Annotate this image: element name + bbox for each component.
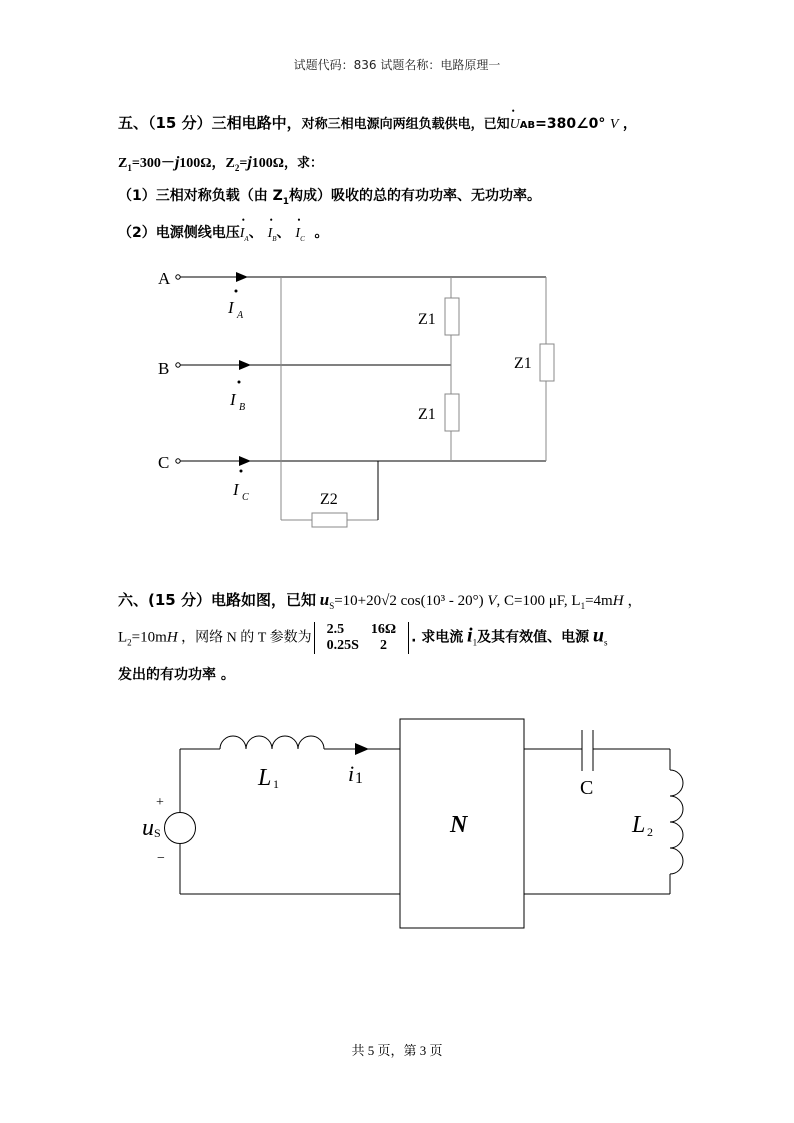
inductor-l1-icon [220,736,324,749]
l1-unit: H [612,593,624,609]
arrow-i1-icon [355,743,369,755]
problem5-prefix: 五、（15 分）三相电路中， [118,114,302,132]
terminal-c-label: C [158,453,170,472]
z1-sub: 1 [127,162,132,173]
inductor-l2-sub: 2 [647,825,653,839]
terminal-a [176,275,180,279]
inductor-l2-icon [670,770,683,874]
sep: 、 [248,225,263,241]
plus-sign: + [156,795,164,810]
capacitor-label: C [580,777,594,799]
inductor-l1-sub: 1 [273,777,279,791]
known: 已知 [285,593,316,609]
z1-label-ca: Z1 [514,355,532,372]
voltage-uab-sub: AB [519,120,536,131]
q1-text: （1）三相对称负载（由 Z [118,188,283,204]
us2-sub: s [603,637,608,648]
us-sub: S [329,601,335,611]
l1-value: =4m [585,593,613,609]
problem6-line3: 发出的有功功率 。 [118,667,235,683]
l1-sub: 1 [580,601,586,611]
matrix-cell: 16Ω [370,622,397,637]
terminal-a-label: A [158,269,171,288]
phasor-dot [238,381,241,384]
current-ia-sub: A [244,234,249,243]
z1-resistor-ab [445,298,459,335]
sep: 、 [276,225,291,241]
terminal-b-label: B [158,359,170,378]
current-ia-label: I [228,298,234,317]
q1-tail: 构成）吸收的总的有功功率、无功功率。 [289,188,542,204]
current-ib-label: I [230,390,236,409]
current-i1-sub: 1 [355,770,363,787]
page-footer: 共 5 页，第 3 页 [351,1043,443,1058]
matrix-cell: 2 [379,638,387,653]
network-text: ，网络 N 的 T 参数为 [177,630,312,646]
z2-label: Z2 [320,491,338,508]
us-expression: =10+20√2 cos(10³ - 20°) [334,593,484,609]
current-ic: • I [295,226,300,242]
punct: ， [623,593,643,609]
c-value: , C=100 μF, L [496,593,581,609]
current-ic-sub: C [300,234,305,243]
ask2: 及其有效值、电源 [477,629,590,646]
us2-symbol: u [592,624,604,647]
arrow-ia-icon [236,272,248,282]
i1-symbol: i [467,624,473,647]
z2-label: ，Z [211,156,235,171]
terminal-c [176,459,180,463]
page-header: 试题代码：836 试题名称：电路原理一 [293,58,501,72]
inductor-l2-label: L [632,812,646,838]
problem5-intro: 对称三相电源向两组负载供电，已知 [301,117,510,132]
z2-resistor [312,513,347,527]
l2-label: L [118,629,128,646]
phasor-dot [235,290,238,293]
z1-label-bc: Z1 [418,406,436,423]
arrow-ib-icon [239,360,251,370]
current-ib: • I [268,226,273,242]
arrow-ic-icon [239,456,251,466]
ask: . 求电流 [411,629,464,646]
z1-resistor-ca [540,344,554,381]
problem6-line1 [118,589,642,611]
current-ic-label: I [233,480,239,499]
phasor-dot [240,470,243,473]
us-unit: V [487,593,497,609]
current-ia-sub: A [237,310,244,321]
z2-sub: 2 [234,162,240,173]
l2-value: =10m [131,629,167,646]
source-us-sub: S [154,826,161,840]
problem6-line2 [118,622,608,654]
z1-resistor-bc [445,394,459,431]
voltage-uab-value: =380∠0° [535,116,606,132]
q2-text: （2）电源侧线电压 [118,225,240,241]
z2-j: j [247,154,252,171]
voltage-uab-symbol: • U [510,117,520,133]
voltage-unit: V [609,117,619,132]
source-us-label: u [142,815,154,841]
problem6-prefix: 六、(15 分）电路如图， [118,591,286,609]
inductor-l1-label: L [258,765,272,791]
q1-sub: 1 [282,196,290,207]
end: 。 [314,225,329,241]
current-ib-sub: B [239,402,246,413]
t-parameter-matrix [314,622,410,654]
us-symbol: u [319,590,330,609]
z1-label-ab: Z1 [418,311,436,328]
z2-tail: 100Ω [251,156,284,171]
z1-j: j [174,154,180,171]
i1-sub: 1 [472,637,478,648]
punct: ， [622,116,637,132]
l2-sub: 2 [127,637,132,648]
network-n-label: N [450,812,468,838]
z1-label: Z [118,156,128,171]
terminal-b [176,363,180,367]
current-ia: • I [240,226,245,242]
minus-sign: − [157,851,165,866]
current-ic-sub: C [242,492,249,503]
l2-unit: H [166,629,178,646]
z1-tail: 100Ω [179,156,212,171]
z2-eq: = [239,156,248,171]
voltage-source-icon [165,813,196,844]
current-ib-sub: B [272,234,277,243]
ask: ，求： [284,156,324,171]
matrix-cell: 0.25S [326,638,359,653]
current-i1-label: i [348,761,355,786]
z1-value: =300－ [131,156,175,171]
matrix-cell: 2.5 [326,622,345,637]
